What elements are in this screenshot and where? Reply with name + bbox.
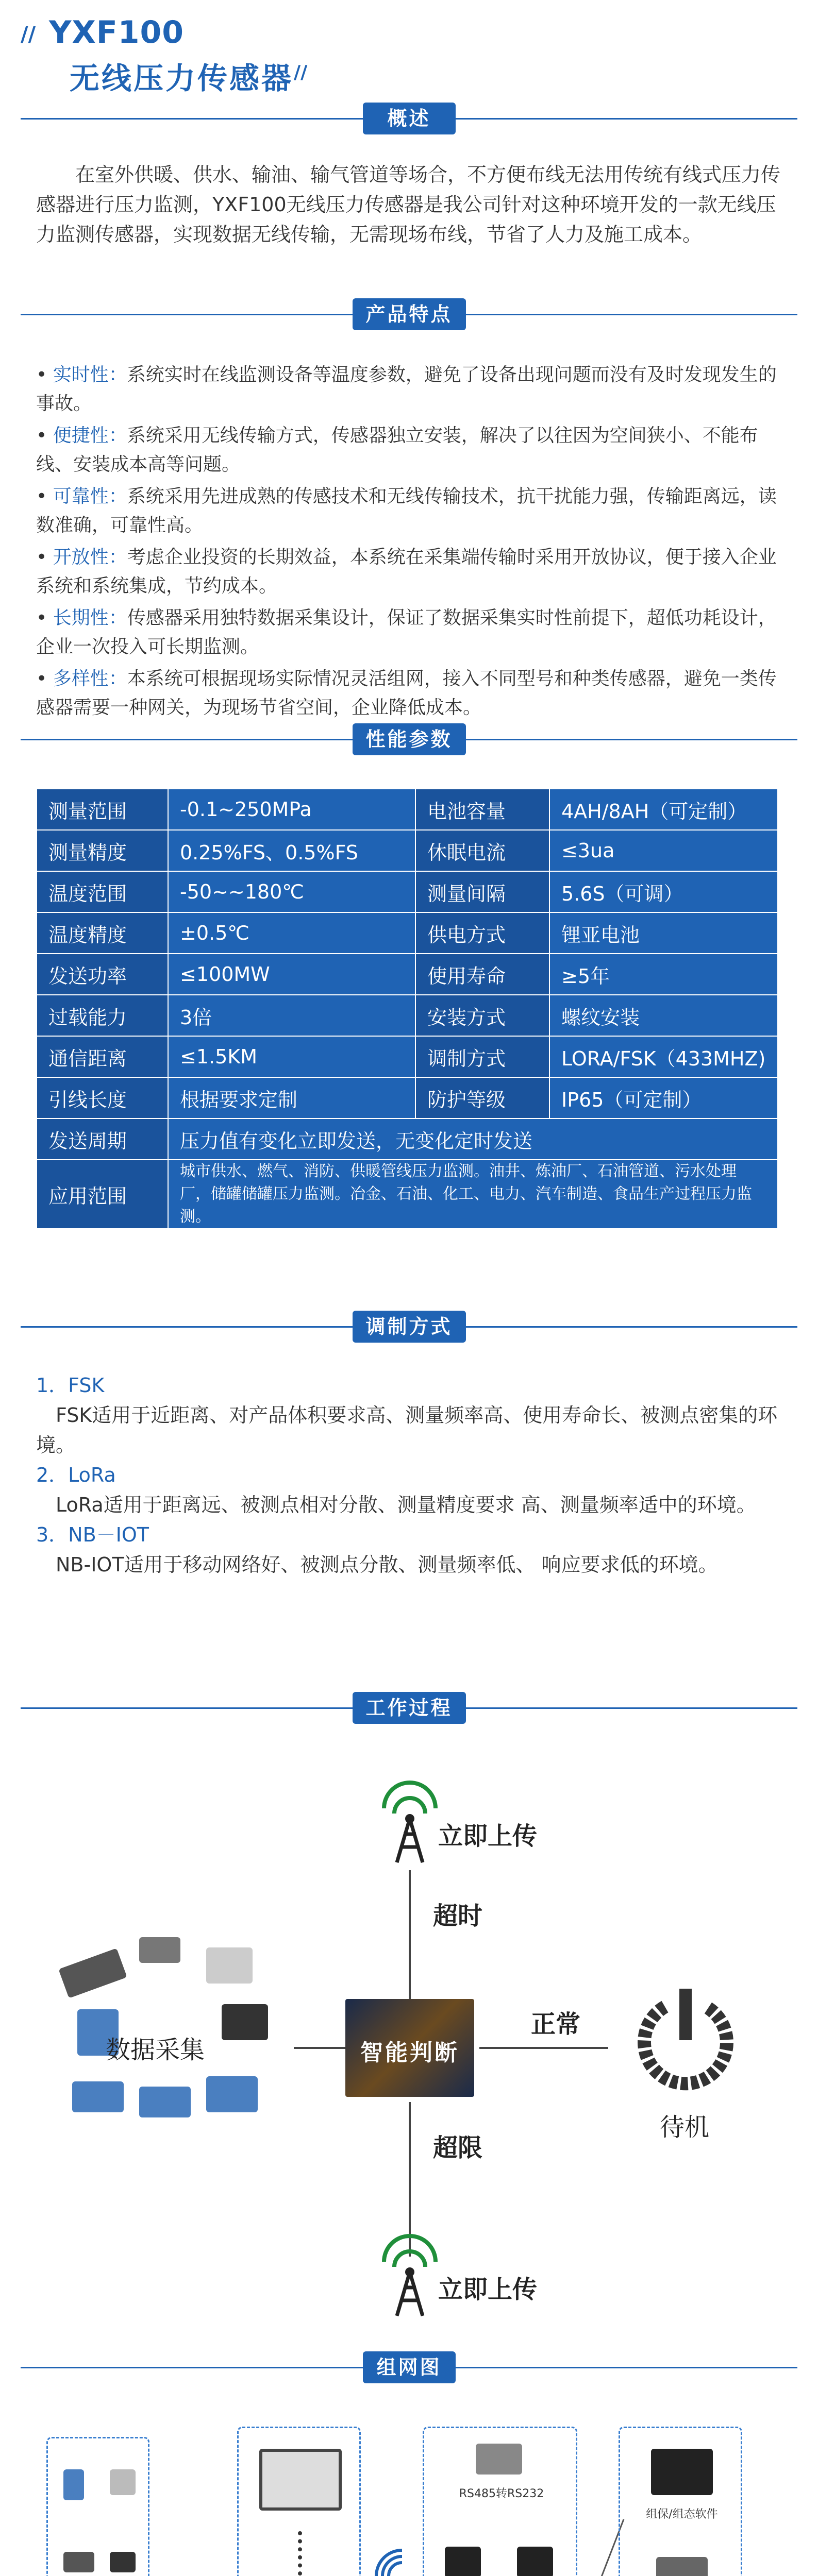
sensor-device-icon bbox=[206, 1947, 253, 1984]
param-value: ≤1.5KM bbox=[168, 1036, 415, 1077]
param-value: 城市供水、燃气、消防、供暖管线压力监测。油井、炼油厂、石油管道、污水处理厂，储罐储罐压力监测。冶金、石油、化工、电力、汽车制造、食品生产过程压力监测。 bbox=[168, 1160, 778, 1229]
section-params: 性能参数 bbox=[0, 721, 818, 757]
arrow-right bbox=[479, 2047, 608, 2049]
param-value: 螺纹安装 bbox=[549, 995, 778, 1036]
param-value: ±0.5℃ bbox=[168, 912, 415, 954]
process-diagram bbox=[0, 1767, 818, 2344]
upload-bottom-label: 立即上传 bbox=[438, 2275, 538, 2304]
slash-decor: // bbox=[21, 23, 36, 46]
collect-column bbox=[46, 2437, 149, 2576]
sensor-device-icon bbox=[139, 2087, 191, 2117]
arrow-right bbox=[294, 2047, 345, 2049]
network-diagram bbox=[0, 2416, 818, 2576]
mod-lora-text: LoRa适用于距离远、被测点相对分散、测量精度要求 高、测量频率适中的环境。 bbox=[56, 1494, 756, 1516]
feature-item: • 实时性：系统实时在线监测设备等温度参数，避免了设备出现问题而没有及时发现发生的事故。 bbox=[36, 364, 777, 414]
params-row bbox=[37, 1160, 778, 1229]
page-header bbox=[0, 0, 818, 98]
sensor-device-icon bbox=[206, 2076, 258, 2112]
param-value: ≥5年 bbox=[549, 954, 778, 995]
params-row bbox=[37, 830, 778, 871]
params-row bbox=[37, 1036, 778, 1077]
sensor-device-icon bbox=[222, 2004, 268, 2040]
param-value: 根据要求定制 bbox=[168, 1077, 415, 1118]
param-label: 调制方式 bbox=[415, 1036, 549, 1077]
judge-label: 智能判断 bbox=[360, 2040, 459, 2066]
param-value: -0.1~250MPa bbox=[168, 789, 415, 830]
param-value: 4AH/8AH（可定制） bbox=[549, 789, 778, 830]
product-code: YXF100 bbox=[49, 14, 184, 50]
mod-nbiot-text: NB-IOT适用于移动网络好、被测点分散、测量频率低、 响应要求低的环境。 bbox=[56, 1553, 718, 1576]
param-label: 休眠电流 bbox=[415, 830, 549, 871]
param-label: 测量精度 bbox=[37, 830, 168, 871]
params-row bbox=[37, 954, 778, 995]
param-value: 5.6S（可调） bbox=[549, 871, 778, 912]
receive-column bbox=[237, 2427, 361, 2576]
section-overview: 概述 bbox=[0, 100, 818, 137]
normal-label: 正常 bbox=[531, 2010, 581, 2039]
overview-text: 在室外供暖、供水、输油、输气管道等场合，不方便布线无法用传统有线式压力传感器进行压力监测，YXF100无线压力传感器是我公司针对这种环境开发的一款无线压力监测传感器，实现数据无线传输，无需现场布线，节省了人力及施工成本。 bbox=[36, 163, 781, 246]
user-column: 组保/组态软件 bbox=[619, 2427, 742, 2576]
params-row bbox=[37, 1118, 778, 1160]
param-label: 电池容量 bbox=[415, 789, 549, 830]
mod-fsk-text: FSK适用于近距离、对产品体积要求高、测量频率高、使用寿命长、被测点密集的环境。 bbox=[36, 1404, 778, 1456]
mod-nbiot-heading: 3．NB－IOT bbox=[36, 1523, 149, 1546]
connector-lines bbox=[531, 2458, 629, 2576]
params-row bbox=[37, 871, 778, 912]
standby-label: 待机 bbox=[660, 2113, 710, 2142]
section-modulation: 调制方式 bbox=[0, 1309, 818, 1345]
section-features: 产品特点 bbox=[0, 296, 818, 332]
protocol-column: RS485转RS232 bbox=[423, 2427, 577, 2576]
param-label: 过载能力 bbox=[37, 995, 168, 1036]
overlimit-label: 超限 bbox=[433, 2133, 483, 2162]
wifi-icon bbox=[371, 2545, 407, 2576]
judge-chip-image bbox=[345, 1999, 474, 2097]
param-value: ≤100MW bbox=[168, 954, 415, 995]
param-label: 发送周期 bbox=[37, 1118, 168, 1160]
params-row bbox=[37, 995, 778, 1036]
param-value: 3倍 bbox=[168, 995, 415, 1036]
param-value: 0.25%FS、0.5%FS bbox=[168, 830, 415, 871]
param-label: 发送功率 bbox=[37, 954, 168, 995]
param-label: 应用范围 bbox=[37, 1160, 168, 1229]
params-row bbox=[37, 789, 778, 830]
param-value: ≤3ua bbox=[549, 830, 778, 871]
upload-top-label: 立即上传 bbox=[438, 1822, 538, 1851]
param-label: 安装方式 bbox=[415, 995, 549, 1036]
param-value: 压力值有变化立即发送，无变化定时发送 bbox=[168, 1118, 778, 1160]
feature-item: • 长期性：传感器采用独特数据采集设计，保证了数据采集实时性前提下，超低功耗设计，企业一次投入可长期监测。 bbox=[36, 607, 777, 657]
param-label: 供电方式 bbox=[415, 912, 549, 954]
feature-item: • 便捷性：系统采用无线传输方式，传感器独立安装，解决了以往因为空间狭小、不能布线、安装成本高等问题。 bbox=[36, 425, 758, 475]
mod-fsk-heading: 1．FSK bbox=[36, 1374, 105, 1397]
param-value: IP65（可定制） bbox=[549, 1077, 778, 1118]
param-label: 温度范围 bbox=[37, 871, 168, 912]
product-title: 无线压力传感器 bbox=[70, 61, 294, 96]
section-network: 组网图 bbox=[0, 2349, 818, 2385]
sensor-device-icon bbox=[58, 1948, 127, 1998]
param-value: -50~~180℃ bbox=[168, 871, 415, 912]
param-label: 防护等级 bbox=[415, 1077, 549, 1118]
feature-item: • 可靠性：系统采用先进成熟的传感技术和无线传输技术，抗干扰能力强，传输距离远，读数准确，可靠性高。 bbox=[36, 486, 777, 536]
mod-lora-heading: 2．LoRa bbox=[36, 1464, 116, 1486]
timeout-label: 超时 bbox=[433, 1902, 483, 1930]
params-row bbox=[37, 912, 778, 954]
power-icon bbox=[629, 1984, 742, 2097]
feature-list bbox=[36, 361, 789, 722]
param-label: 温度精度 bbox=[37, 912, 168, 954]
param-value: 锂亚电池 bbox=[549, 912, 778, 954]
collect-label: 数据采集 bbox=[106, 2036, 205, 2064]
param-label: 引线长度 bbox=[37, 1077, 168, 1118]
sensor-device-icon bbox=[139, 1937, 180, 1963]
params-row bbox=[37, 1077, 778, 1118]
section-process: 工作过程 bbox=[0, 1690, 818, 1726]
param-value: LORA/FSK（433MHZ) bbox=[549, 1036, 778, 1077]
slash-decor: // bbox=[294, 62, 308, 83]
param-label: 测量范围 bbox=[37, 789, 168, 830]
feature-item: • 多样性：本系统可根据现场实际情况灵活组网，接入不同型号和种类传感器，避免一类传感器需要一种网关，为现场节省空间，企业降低成本。 bbox=[36, 668, 777, 718]
param-label: 测量间隔 bbox=[415, 871, 549, 912]
feature-item: • 开放性：考虑企业投资的长期效益，本系统在采集端传输时采用开放协议，便于接入企业系统和系统集成，节约成本。 bbox=[36, 547, 777, 597]
param-label: 通信距离 bbox=[37, 1036, 168, 1077]
modulation-list bbox=[36, 1370, 789, 1580]
params-table bbox=[36, 788, 778, 1229]
param-label: 使用寿命 bbox=[415, 954, 549, 995]
sensor-device-icon bbox=[72, 2081, 124, 2112]
